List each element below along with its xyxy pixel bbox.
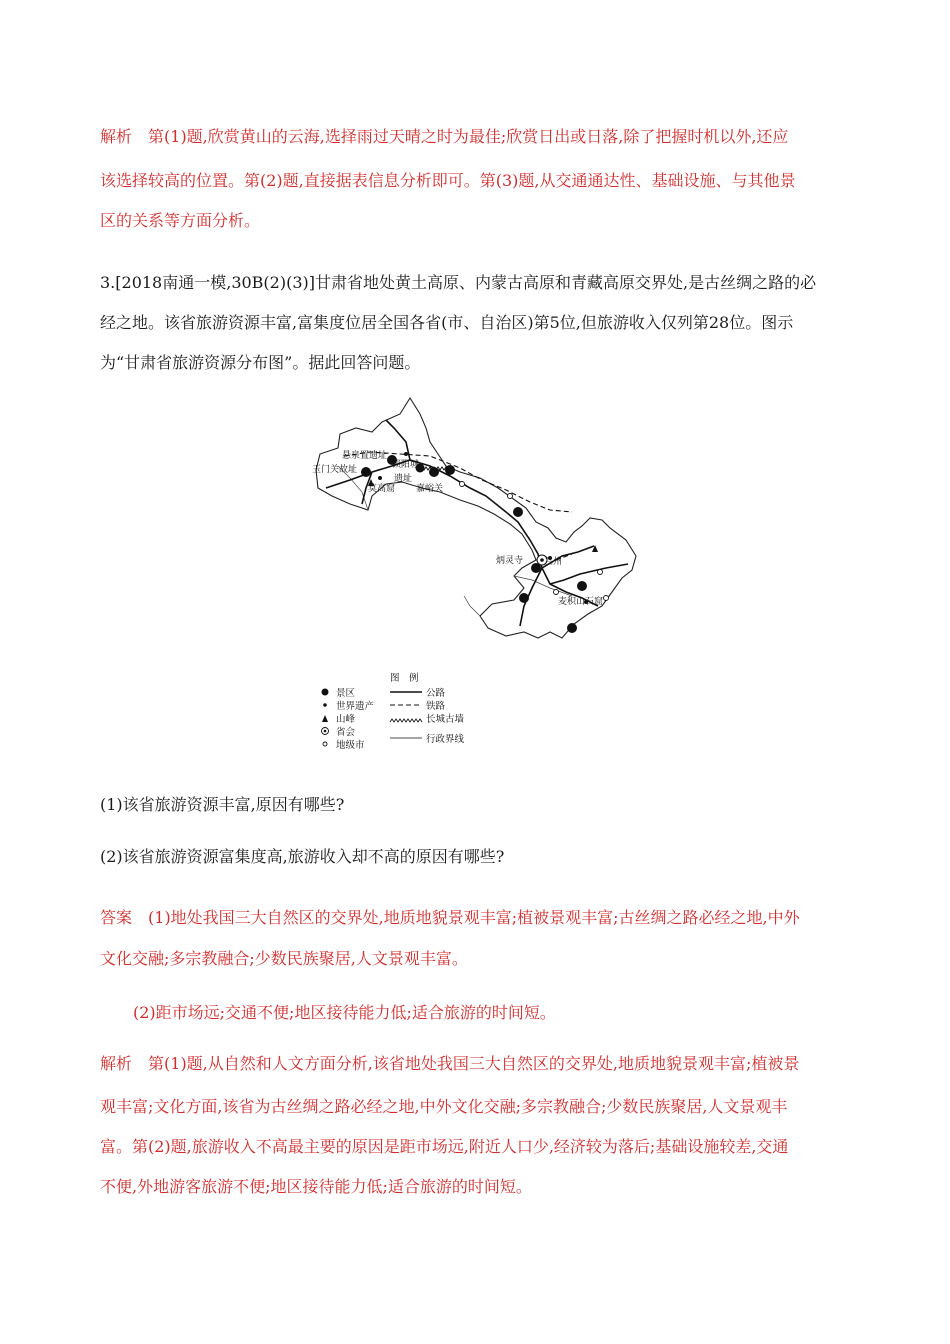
legend-road: 公路 xyxy=(426,688,446,699)
prev-analysis-text-1: 第(1)题,欣赏黄山的云海,选择雨过天晴之时为最佳;欣赏日出或日落,除了把握时机以外,还应 xyxy=(148,127,789,146)
label-suoyang: 锁阳城 xyxy=(392,460,420,470)
answer-label: 答案 xyxy=(100,908,133,927)
label-mogao: 莫高窟 xyxy=(368,484,396,494)
legend-scenic-symbol xyxy=(322,689,329,696)
city-marker xyxy=(604,596,609,601)
scenic-spot-marker xyxy=(445,465,455,475)
answer-line-1 xyxy=(100,898,852,938)
label-yizhi: 遗址 xyxy=(394,474,413,484)
analysis-line-2: 观丰富;文化方面,该省为古丝绸之路必经之地,中外文化交融;多宗教融合;少数民族聚居,人文景观丰 xyxy=(100,1097,788,1116)
label-yumenguan: 玉门关故址 xyxy=(312,465,358,475)
city-marker xyxy=(460,482,465,487)
analysis-line-3: 富。第(2)题,旅游收入不高最主要的原因是距市场远,附近人口少,经济较为落后;基础设施较差,交通 xyxy=(100,1137,789,1156)
answer-line-3: (2)距市场远;交通不便;地区接待能力低;适合旅游的时间短。 xyxy=(133,1003,556,1022)
heritage-marker xyxy=(404,452,408,456)
legend-peak-symbol xyxy=(322,715,328,722)
scenic-spot-marker xyxy=(361,467,371,477)
label-bingling: 炳灵寺 xyxy=(496,556,524,566)
label-xuanquan: 悬泉置遗址 xyxy=(342,451,388,461)
legend-heritage-symbol xyxy=(323,703,327,707)
scenic-spot-marker xyxy=(519,593,529,603)
prev-analysis-line-1 xyxy=(100,117,852,157)
label-maijishan: 麦积山石窟 xyxy=(558,597,604,607)
legend-title: 图 例 xyxy=(390,673,419,684)
scenic-spot-marker xyxy=(577,581,587,591)
road xyxy=(550,564,628,584)
legend-city: 地级市 xyxy=(336,740,365,751)
city-marker xyxy=(508,494,513,499)
heritage-marker xyxy=(378,476,382,480)
map-svg xyxy=(310,392,650,752)
legend-boundary: 行政界线 xyxy=(426,734,465,745)
answer-line-2: 文化交融;多宗教融合;少数民族聚居,人文景观丰富。 xyxy=(100,949,468,968)
map-legend xyxy=(322,672,465,751)
analysis-text-1: 第(1)题,从自然和人文方面分析,该省地处我国三大自然区的交界处,地质地貌景观丰富;植被景 xyxy=(148,1054,800,1073)
prev-analysis-line-2: 该选择较高的位置。第(2)题,直接据表信息分析即可。第(3)题,从交通通达性、基础设施、与其他景 xyxy=(100,171,796,190)
answer-text-1: (1)地处我国三大自然区的交界处,地质地貌景观丰富;植被景观丰富;古丝绸之路必经之地,中外 xyxy=(148,908,800,927)
scenic-spot-marker xyxy=(513,507,523,517)
scenic-spot-marker xyxy=(567,623,577,633)
analysis-label: 解析 xyxy=(100,1054,133,1073)
question-line-3: 为“甘肃省旅游资源分布图”。据此回答问题。 xyxy=(100,353,421,372)
legend-scenic: 景区 xyxy=(336,688,356,699)
legend-railway: 铁路 xyxy=(426,701,446,712)
question-line-1: 3.[2018南通一模,30B(2)(3)]甘肃省地处黄土高原、内蒙古高原和青藏高原交界处,是古丝绸之路的必 xyxy=(100,273,817,292)
gansu-tourism-map xyxy=(310,392,650,752)
question-line-2: 经之地。该省旅游资源丰富,富集度位居全国各省(市、自治区)第5位,但旅游收入仅列第28位。图示 xyxy=(100,313,794,332)
legend-city-symbol xyxy=(323,742,327,746)
legend-peak: 山峰 xyxy=(336,714,356,725)
sub-question-1: (1)该省旅游资源丰富,原因有哪些? xyxy=(100,795,345,814)
legend-greatwall-symbol xyxy=(390,719,422,722)
prev-analysis-line-3: 区的关系等方面分析。 xyxy=(100,211,261,230)
label-jiayuguan: 嘉峪关 xyxy=(416,484,444,494)
railway xyxy=(344,452,572,512)
analysis-line-4: 不便,外地游客旅游不便;地区接待能力低;适合旅游的时间短。 xyxy=(100,1177,532,1196)
analysis-line-1 xyxy=(100,1044,852,1084)
city-marker xyxy=(598,570,603,575)
prev-analysis-label: 解析 xyxy=(100,127,133,146)
legend-capital: 省会 xyxy=(336,727,356,738)
scenic-spot-marker xyxy=(429,467,439,477)
city-marker xyxy=(554,590,559,595)
admin-boundary xyxy=(464,596,480,616)
legend-heritage: 世界遗产 xyxy=(336,701,375,712)
label-lanzhou: 兰州 xyxy=(544,557,563,567)
legend-greatwall: 长城古墙 xyxy=(426,714,465,725)
sub-question-2: (2)该省旅游资源富集度高,旅游收入却不高的原因有哪些? xyxy=(100,847,505,866)
